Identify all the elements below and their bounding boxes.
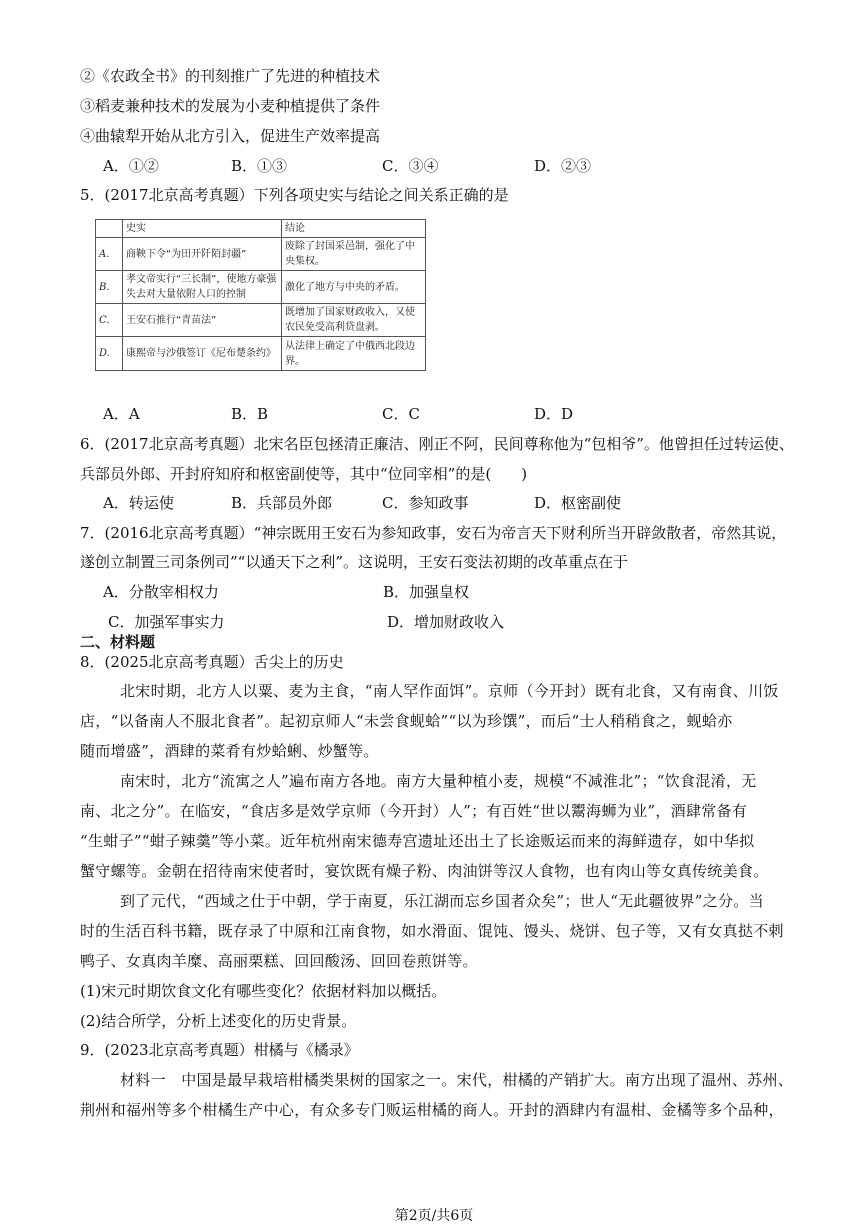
q9-material-line: 荆州和福州等多个柑橘生产中心，有众多专门贩运柑橘的商人。开封的酒肆内有温柑、金橘等多个品种， [80, 1101, 784, 1119]
q8-material-line: 时的生活百科书籍，既存录了中原和江南食物，如水滑面、馄饨、馒头、烧饼、包子等，又有女真挞不剌 [80, 922, 784, 940]
option-line-2: ②《农政全书》的刊刻推广了先进的种植技术 [80, 67, 381, 85]
q7-option-d[interactable]: D．增加财政收入 [387, 613, 505, 631]
table-cell: 商鞅下令“为田开阡陌封疆” [123, 238, 282, 271]
q8-material-line: 南宋时，北方“流寓之人”遍布南方各地。南方大量种植小麦，规模“不减淮北”；“饮食混淆，无 [120, 772, 757, 790]
table-cell: 康熙帝与沙俄签订《尼布楚条约》 [123, 337, 282, 371]
q9-material-line: 材料一 中国是最早栽培柑橘类果树的国家之一。宋代，柑橘的产销扩大。南方出现了温州、苏州、 [120, 1071, 794, 1089]
page-footer: 第2页/共6页 [394, 1208, 474, 1224]
q8-material-line: 随而增盛”，酒肆的菜肴有炒蛤蜊、炒蟹等。 [80, 742, 379, 760]
q8-material-line: 店，“以备南人不服北食者”。起初京师人“未尝食蚬蛤”“以为珍馔”，而后“士人稍稍食之，蚬蛤亦 [80, 712, 733, 730]
q4-option-a[interactable]: A．①② [103, 157, 159, 175]
q5-table [95, 219, 426, 371]
q4-option-d[interactable]: D．②③ [534, 157, 592, 175]
table-row [96, 271, 426, 304]
q7-stem-line1: 7．(2016北京高考真题）“神宗既用王安石为参知政事，安石为帝言天下财利所当开辟敛散者，帝然其说， [80, 524, 787, 542]
table-header-cell: 史实 [123, 220, 282, 238]
q8-material-line: 蟹守螺等。金朝在招待南宋使者时，宴饮既有燥子粉、肉油饼等汉人食物，也有肉山等女真传统美食。 [80, 862, 769, 880]
table-cell: C. [96, 304, 123, 337]
table-row [96, 238, 426, 271]
q6-option-c[interactable]: C．参知政事 [382, 494, 469, 512]
q5-option-d[interactable]: D．D [534, 405, 574, 423]
table-cell: 从法律上确定了中俄西北段边界。 [282, 337, 426, 371]
q4-option-c[interactable]: C．③④ [382, 157, 439, 175]
section-title: 二、材料题 [80, 633, 156, 651]
q5-stem: 5．(2017北京高考真题）下列各项史实与结论之间关系正确的是 [80, 186, 509, 204]
q5-option-c[interactable]: C．C [382, 405, 420, 423]
q6-option-b[interactable]: B．兵部员外郎 [231, 494, 333, 512]
q6-stem-line1: 6．(2017北京高考真题）北宋名臣包拯清正廉洁、刚正不阿，民间尊称他为“包相爷”。他曾担任过转运使、 [80, 435, 794, 453]
q6-stem-line2: 兵部员外郎、开封府知府和枢密副使等，其中“位同宰相”的是( ) [80, 465, 528, 483]
q8-material-line: “生蚶子”“蚶子辣羹”等小菜。近年杭州南宋德寿宫遗址还出土了长途贩运而来的海鲜遗存，如中华拟 [80, 832, 755, 850]
q9-stem: 9．(2023北京高考真题）柑橘与《橘录》 [80, 1041, 359, 1059]
table-header-cell: 结论 [282, 220, 426, 238]
table-cell: D. [96, 337, 123, 371]
q7-stem-line2: 遂创立制置三司条例司”“以通天下之利”。这说明，王安石变法初期的改革重点在于 [80, 553, 629, 571]
option-line-4: ④曲辕犁开始从北方引入，促进生产效率提高 [80, 127, 381, 145]
q5-option-a[interactable]: A．A [103, 405, 140, 423]
q8-material-line: 北宋时期，北方人以粟、麦为主食，“南人罕作面饵”。京师（今开封）既有北食，又有南食、川饭 [120, 682, 779, 700]
q4-option-b[interactable]: B．①③ [231, 157, 288, 175]
q7-option-b[interactable]: B．加强皇权 [383, 583, 470, 601]
q6-option-d[interactable]: D．枢密副使 [534, 494, 622, 512]
q8-question-2: (2)结合所学，分析上述变化的历史背景。 [80, 1012, 357, 1030]
table-cell: B. [96, 271, 123, 304]
q8-question-1: (1)宋元时期饮食文化有哪些变化？依据材料加以概括。 [80, 982, 447, 1000]
q8-material-line: 南、北之分”。在临安，“食店多是效学京师（今开封）人”；有百姓“世以鬻海蛳为业”，酒肆常备有 [80, 802, 748, 820]
q5-option-b[interactable]: B．B [231, 405, 269, 423]
table-cell: 废除了封国采邑制，强化了中央集权。 [282, 238, 426, 271]
table-header-cell [96, 220, 123, 238]
q8-material-line: 到了元代，“西域之仕于中朝，学于南夏，乐江湖而忘乡国者众矣”；世人“无此疆彼界”之分。当 [120, 892, 764, 910]
table-cell: 既增加了国家财政收入，又使农民免受高利贷盘剥。 [282, 304, 426, 337]
table-row [96, 304, 426, 337]
table-cell: A. [96, 238, 123, 271]
q7-option-a[interactable]: A．分散宰相权力 [103, 583, 219, 601]
table-row [96, 337, 426, 371]
q8-stem: 8．(2025北京高考真题）舌尖上的历史 [80, 653, 344, 671]
q6-option-a[interactable]: A．转运使 [103, 494, 174, 512]
table-cell: 孝文帝实行“三长制”，使地方豪强失去对大量依附人口的控制 [123, 271, 282, 304]
q7-option-c[interactable]: C．加强军事实力 [108, 613, 225, 631]
q8-material-line: 鸭子、女真肉羊糜、高丽栗糕、回回酸汤、回回卷煎饼等。 [80, 952, 478, 970]
table-cell: 王安石推行“青苗法” [123, 304, 282, 337]
option-line-3: ③稻麦兼种技术的发展为小麦种植提供了条件 [80, 97, 381, 115]
table-cell: 激化了地方与中央的矛盾。 [282, 271, 426, 304]
